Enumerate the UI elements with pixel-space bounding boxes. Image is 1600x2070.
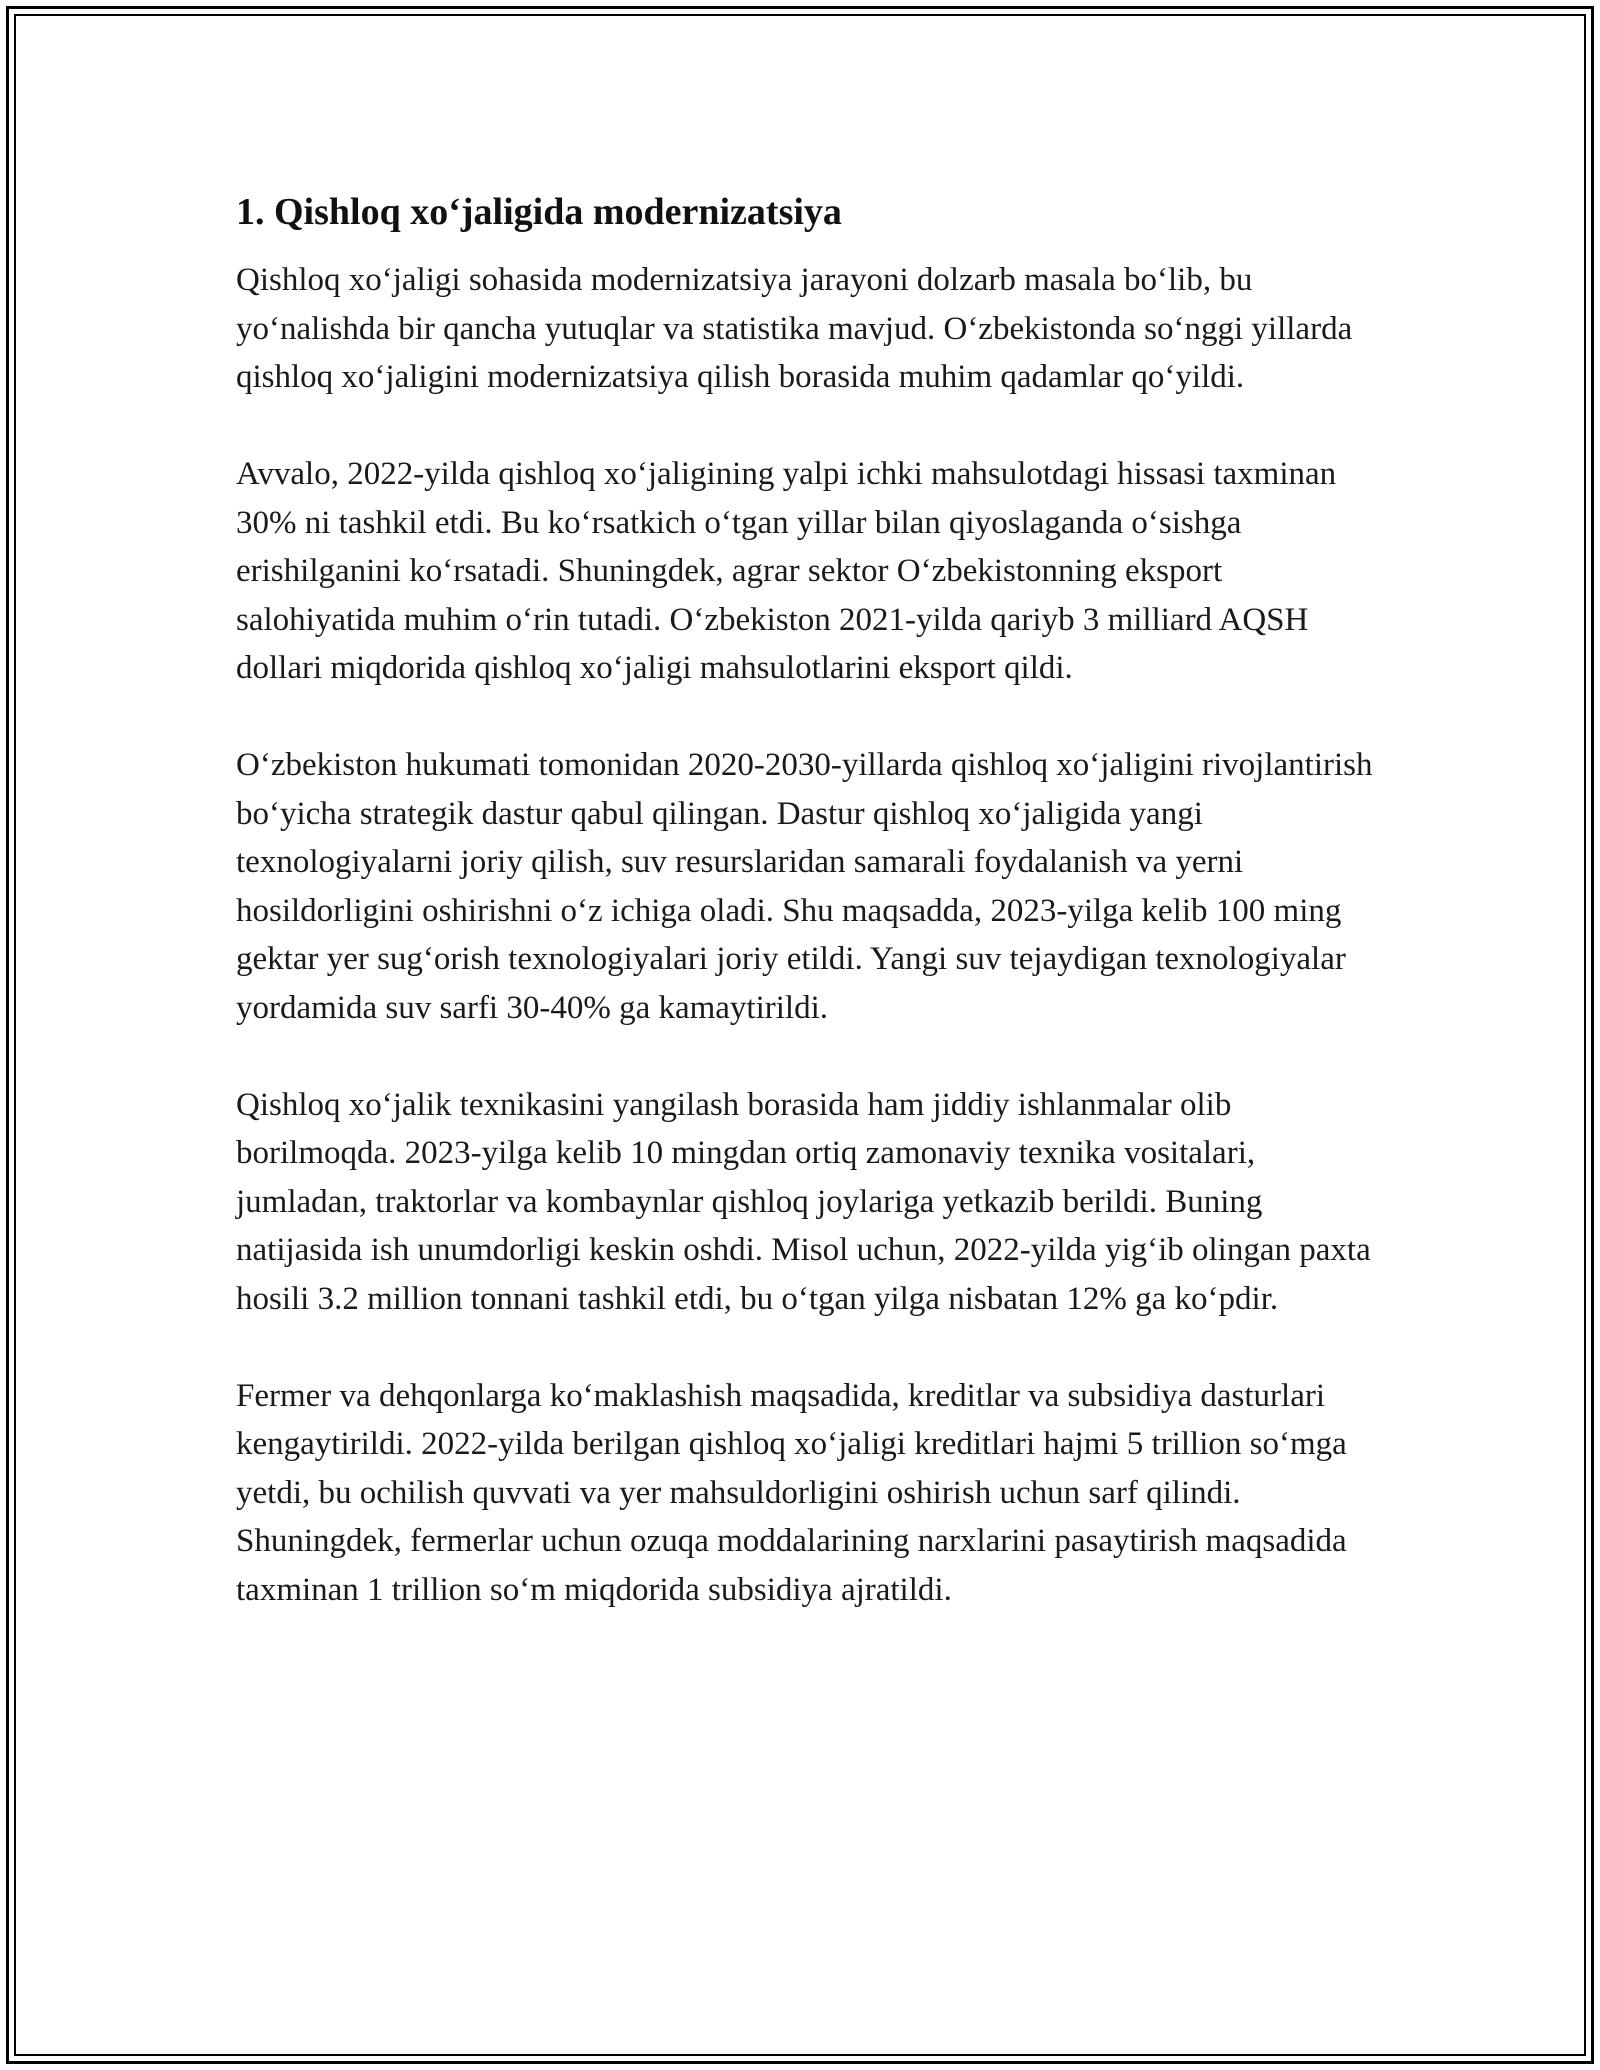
paragraph-5: Fermer va dehqonlarga ko‘maklashish maqsadida, kreditlar va subsidiya dasturlari kengaytirildi. 2022-yilda berilgan qishloq xo‘jaligi kreditlari hajmi 5 trillion so‘mga yetdi, bu ochilish quvvati va yer mahsuldorligini oshirish uchun sarf qilindi. Shuningdek, fermerlar uchun ozuqa moddalarining narxlarini pasaytirish maqsadida taxminan 1 trillion so‘m miqdorida subsidiya ajratildi.: [236, 1377, 1347, 1608]
paragraph-3: O‘zbekiston hukumati tomonidan 2020-2030-yillarda qishloq xo‘jaligini rivojlantirish bo‘yicha strategik dastur qabul qilingan. Dastur qishloq xo‘jaligida yangi texnologiyalarni joriy qilish, suv resurslaridan samarali foydalanish va yerni hosildorligini oshirishni o‘z ichiga oladi. Shu maqsadda, 2023-yilga kelib 100 ming gektar yer sug‘orish texnologiyalari joriy etildi. Yangi suv tejaydigan texnologiyalar yordamida suv sarfi 30-40% ga kamaytirildi.: [236, 747, 1373, 1026]
section-heading: 1. Qishloq xo‘jaligida modernizatsiya: [236, 191, 842, 233]
paragraph-1: Qishloq xo‘jaligi sohasida modernizatsiya jarayoni dolzarb masala bo‘lib, bu yo‘nalishda bir qancha yutuqlar va statistika mavjud. O‘zbekistonda so‘nggi yillarda qishloq xo‘jaligini modernizatsiya qilish borasida muhim qadamlar qo‘yildi.: [236, 262, 1353, 395]
document-body: [236, 186, 1376, 1663]
paragraph-2: Avvalo, 2022-yilda qishloq xo‘jaligining yalpi ichki mahsulotdagi hissasi taxminan 30% ni tashkil etdi. Bu ko‘rsatkich o‘tgan yillar bilan qiyoslaganda o‘sishga erishilganini ko‘rsatadi. Shuningdek, agrar sektor O‘zbekistonning eksport salohiyatida muhim o‘rin tutadi. O‘zbekiston 2021-yilda qariyb 3 milliard AQSH dollari miqdorida qishloq xo‘jaligi mahsulotlarini eksport qildi.: [236, 456, 1337, 686]
paragraph-4: Qishloq xo‘jalik texnikasini yangilash borasida ham jiddiy ishlanmalar olib borilmoqda. 2023-yilga kelib 10 mingdan ortiq zamonaviy texnika vositalari, jumladan, traktorlar va kombaynlar qishloq joylariga yetkazib berildi. Buning natijasida ish unumdorligi keskin oshdi. Misol uchun, 2022-yilda yig‘ib olingan paxta hosili 3.2 million tonnani tashkil etdi, bu o‘tgan yilga nisbatan 12% ga ko‘pdir.: [236, 1086, 1371, 1317]
